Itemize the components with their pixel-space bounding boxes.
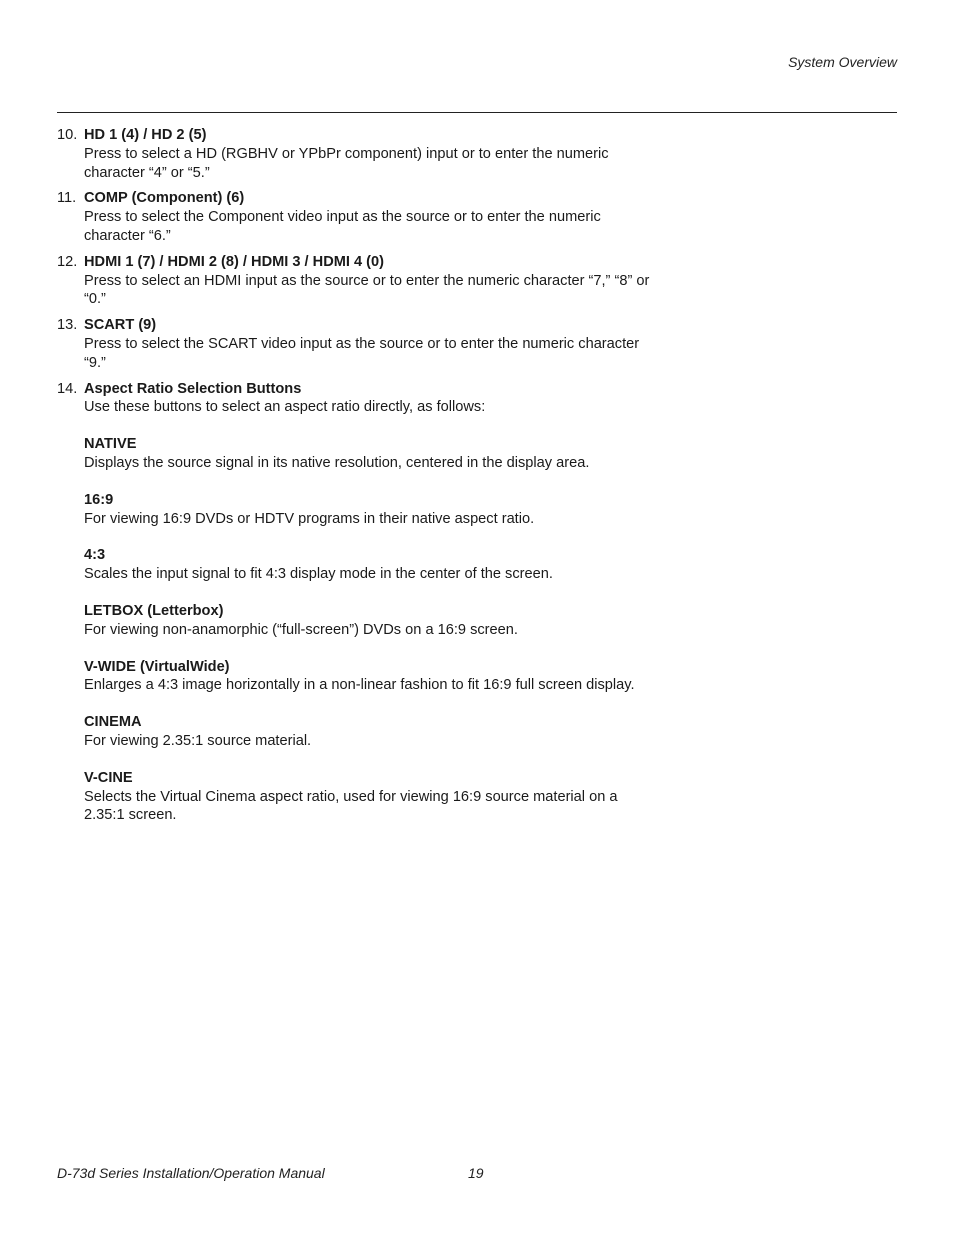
- item-title: SCART (9): [84, 317, 157, 334]
- aspect-ratio-description: For viewing 16:9 DVDs or HDTV programs in their native aspect ratio.: [84, 510, 535, 527]
- aspect-ratio-title: LETBOX (Letterbox): [84, 602, 224, 619]
- aspect-ratio-item: [84, 546, 657, 584]
- aspect-ratio-description: Displays the source signal in its native resolution, centered in the display area.: [84, 454, 590, 471]
- aspect-ratio-description: Selects the Virtual Cinema aspect ratio, used for viewing 16:9 source material on a 2.35:1 screen.: [84, 788, 618, 824]
- aspect-ratio-title: V-WIDE (VirtualWide): [84, 658, 230, 675]
- item-description: Press to select a HD (RGBHV or YPbPr component) input or to enter the numeric character “4” or “5.”: [84, 145, 609, 181]
- aspect-ratio-title: NATIVE: [84, 436, 137, 453]
- item-title: COMP (Component) (6): [84, 190, 245, 207]
- aspect-ratio-description: Enlarges a 4:3 image horizontally in a non-linear fashion to fit 16:9 full screen display.: [84, 677, 635, 694]
- aspect-ratio-title: V-CINE: [84, 769, 133, 786]
- list-item: [57, 380, 657, 418]
- item-description: Press to select the SCART video input as the source or to enter the numeric character “9.”: [84, 335, 640, 371]
- item-number: 10.: [57, 127, 78, 143]
- page-content: [57, 126, 657, 843]
- aspect-ratio-description: For viewing non-anamorphic (“full-screen”) DVDs on a 16:9 screen.: [84, 621, 518, 638]
- item-number: 14.: [57, 380, 78, 397]
- aspect-ratio-description: For viewing 2.35:1 source material.: [84, 732, 312, 749]
- aspect-ratio-item: [84, 435, 657, 473]
- item-description: Press to select the Component video input as the source or to enter the numeric character “6.”: [84, 209, 601, 244]
- aspect-ratio-list: [84, 435, 657, 825]
- list-item: [57, 316, 657, 372]
- aspect-ratio-item: [84, 491, 657, 529]
- list-item: [57, 126, 657, 182]
- item-number: 13.: [57, 317, 78, 334]
- aspect-ratio-title: CINEMA: [84, 714, 142, 731]
- item-title: HD 1 (4) / HD 2 (5): [84, 127, 207, 143]
- list-item: [57, 189, 657, 245]
- aspect-ratio-item: [84, 769, 657, 825]
- aspect-ratio-description: Scales the input signal to fit 4:3 display mode in the center of the screen.: [84, 566, 553, 583]
- aspect-ratio-item: [84, 602, 657, 640]
- footer-manual-title: D-73d Series Installation/Operation Manual: [57, 1165, 325, 1181]
- footer-page-number: 19: [468, 1165, 484, 1181]
- list-item: [57, 253, 657, 309]
- item-description: Use these buttons to select an aspect ratio directly, as follows:: [84, 399, 486, 416]
- item-number: 12.: [57, 253, 78, 270]
- aspect-ratio-item: [84, 658, 657, 696]
- aspect-ratio-item: [84, 713, 657, 751]
- item-number: 11.: [57, 190, 77, 207]
- aspect-ratio-title: 4:3: [84, 547, 106, 564]
- running-header: System Overview: [788, 54, 897, 70]
- item-title: Aspect Ratio Selection Buttons: [84, 380, 302, 397]
- item-description: Press to select an HDMI input as the source or to enter the numeric character “7,” “8” or “0.”: [84, 272, 650, 308]
- header-rule: [57, 112, 897, 113]
- item-title: HDMI 1 (7) / HDMI 2 (8) / HDMI 3 / HDMI 4 (0): [84, 253, 385, 270]
- aspect-ratio-title: 16:9: [84, 491, 114, 508]
